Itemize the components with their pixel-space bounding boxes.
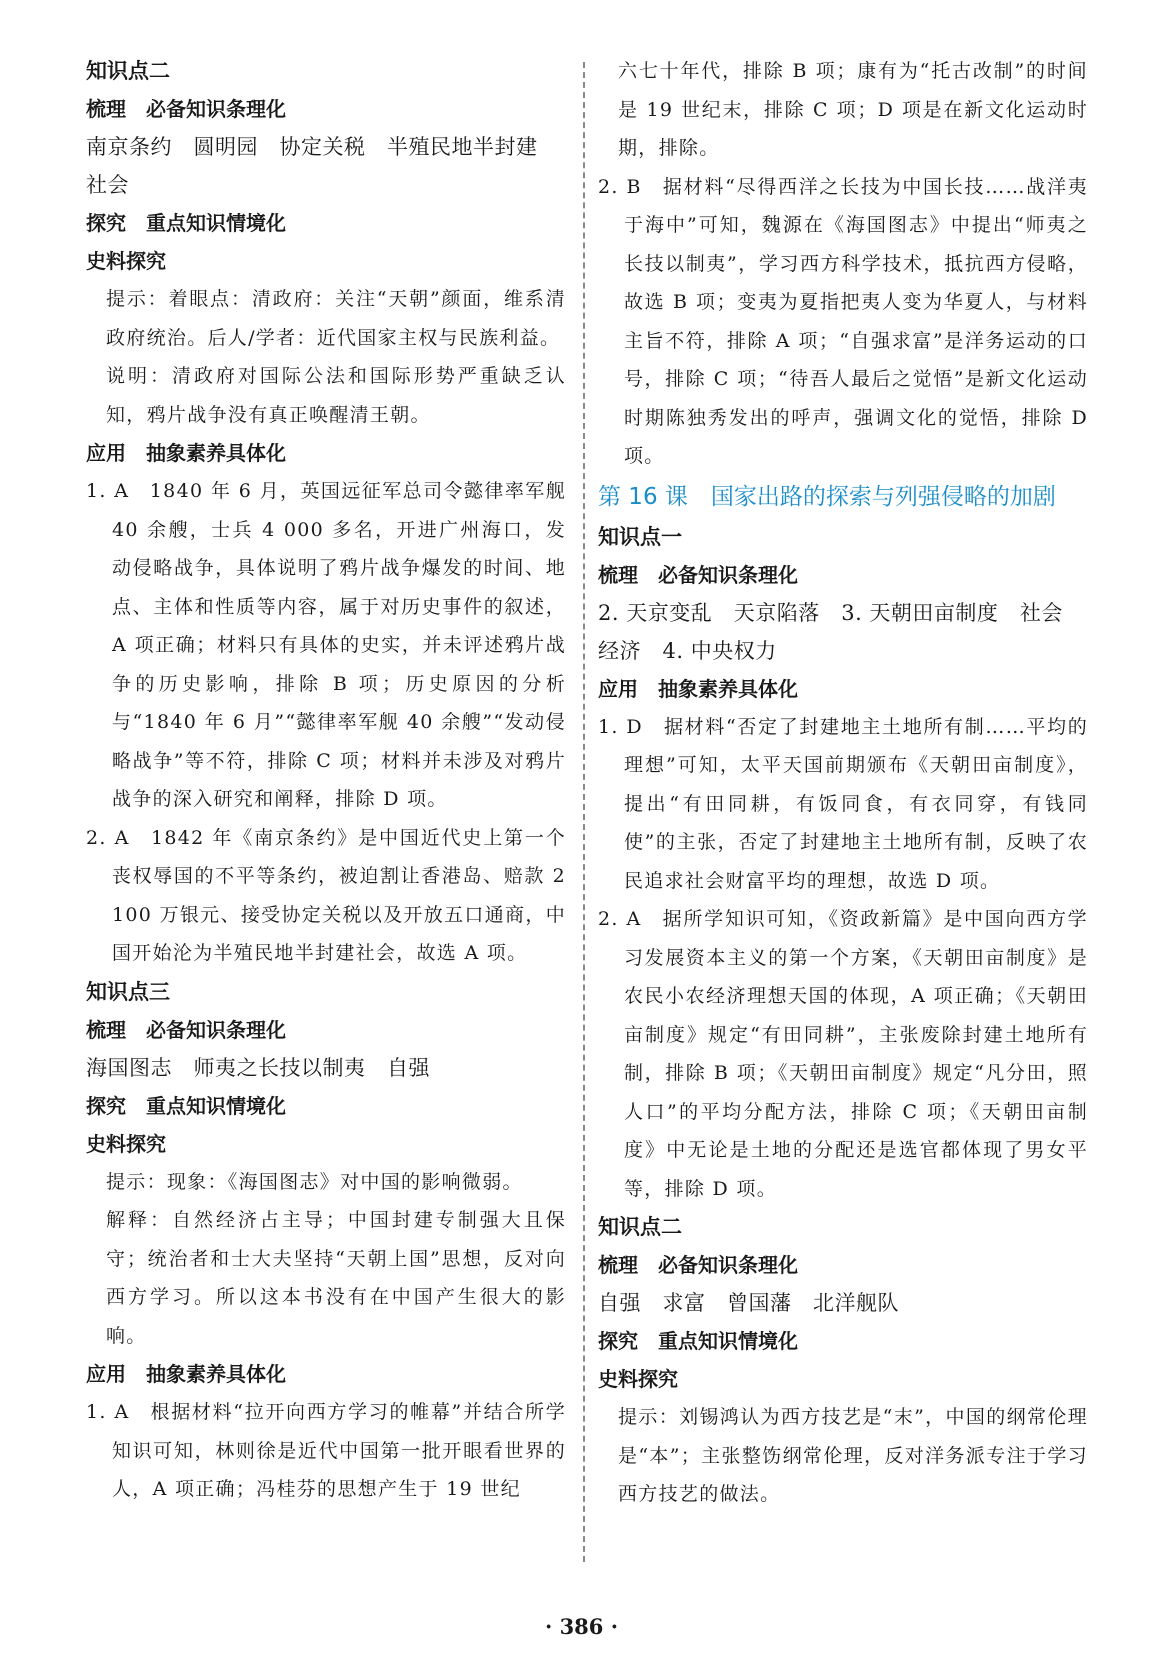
left-column xyxy=(86,52,566,1509)
subheading-apply: 应用 抽象素养具体化 xyxy=(86,441,286,465)
page-number: · 386 · xyxy=(544,1614,619,1639)
right-column xyxy=(598,52,1088,1514)
answer-line: 经济 4. 中央权力 xyxy=(598,638,777,663)
lesson-title: 第 16 课 国家出路的探索与列强侵略的加剧 xyxy=(598,483,1056,510)
subheading-explore: 探究 重点知识情境化 xyxy=(86,1093,286,1118)
subheading-apply: 应用 抽象素养具体化 xyxy=(598,676,798,701)
column-divider xyxy=(583,62,585,1562)
subheading-sort: 梳理 必备知识条理化 xyxy=(86,1017,286,1042)
hint-paragraph: 提示：着眼点：清政府：关注“天朝”颜面，维系清政府统治。后人/学者：近代国家主权与民族利益。 xyxy=(106,288,566,349)
explain-paragraph: 说明：清政府对国际公法和国际形势严重缺乏认知，鸦片战争没有真正唤醒清王朝。 xyxy=(106,365,566,426)
continuation-paragraph: 六七十年代，排除 B 项；康有为“托古改制”的时间是 19 世纪末，排除 C 项；D 项是在新文化运动时期，排除。 xyxy=(618,60,1088,159)
answer-line: 社会 xyxy=(86,173,129,197)
subheading-source: 史料探究 xyxy=(86,1131,166,1156)
answer-line: 自强 求富 曾国藩 北洋舰队 xyxy=(598,1291,899,1315)
answer-line: 南京条约 圆明园 协定关税 半殖民地半封建 xyxy=(86,135,538,159)
explain-paragraph: 解释：自然经济占主导；中国封建专制强大且保守；统治者和士大夫坚持“天朝上国”思想，反对向西方学习。所以这本书没有在中国产生很大的影响。 xyxy=(106,1209,566,1347)
subheading-apply: 应用 抽象素养具体化 xyxy=(86,1362,286,1386)
subheading-explore: 探究 重点知识情境化 xyxy=(86,211,286,235)
subheading-source: 史料探究 xyxy=(598,1367,678,1391)
answer-line: 2. 天京变乱 天京陷落 3. 天朝田亩制度 社会 xyxy=(598,600,1063,625)
subheading-source: 史料探究 xyxy=(86,249,166,273)
answer-item: 2. A 1842 年《南京条约》是中国近代史上第一个丧权辱国的不平等条约，被迫割让香港岛、赔款 2 100 万银元、接受协定关税以及开放五口通商，中国开始沦为半殖民地半封建社会，故选 A 项。 xyxy=(86,826,566,964)
hint-paragraph: 提示：现象：《海国图志》对中国的影响微弱。 xyxy=(106,1170,523,1193)
section-heading-kp3: 知识点三 xyxy=(86,979,170,1004)
subheading-sort: 梳理 必备知识条理化 xyxy=(598,1253,798,1277)
section-heading-kp2: 知识点二 xyxy=(598,1215,682,1239)
section-heading-kp2: 知识点二 xyxy=(86,59,170,83)
answer-item: 1. A 根据材料“拉开向西方学习的帷幕”并结合所学知识可知，林则徐是近代中国第一批开眼看世界的人，A 项正确；冯桂芬的思想产生于 19 世纪 xyxy=(86,1401,566,1500)
answer-line: 海国图志 师夷之长技以制夷 自强 xyxy=(86,1055,430,1080)
answer-item: 1. D 据材料“否定了封建地主土地所有制……平均的理想”可知，太平天国前期颁布《天朝田亩制度》，提出“有田同耕，有饭同食，有衣同穿，有钱同使”的主张，否定了封建地主土地所有制，反映了农民追求社会财富平均的理想，故选 D 项。 xyxy=(598,715,1088,892)
answer-item: 1. A 1840 年 6 月，英国远征军总司令懿律率军舰 40 余艘，士兵 4 000 多名，开进广州海口，发动侵略战争，具体说明了鸦片战争爆发的时间、地点、主体和性质等内容，属于对历史事件的叙述，A 项正确；材料只有具体的史实，并未评述鸦片战争的历史影响，排除 B 项；历史原因的分析与“1840 年 6 月”“懿律率军舰 40 余艘”“发动侵略战争”等不符，排除 C 项；材料并未涉及对鸦片战争的深入研究和阐释，排除 D 项。 xyxy=(86,480,566,810)
subheading-explore: 探究 重点知识情境化 xyxy=(598,1329,798,1353)
answer-item: 2. B 据材料“尽得西洋之长技为中国长技……战洋夷于海中”可知，魏源在《海国图志》中提出“师夷之长技以制夷”，学习西方科学技术，抵抗西方侵略，故选 B 项；变夷为夏指把夷人变为华夏人，与材料主旨不符，排除 A 项；“自强求富”是洋务运动的口号，排除 C 项；“待吾人最后之觉悟”是新文化运动时期陈独秀发出的呼声，强调文化的觉悟，排除 D 项。 xyxy=(598,175,1088,467)
hint-paragraph: 提示：刘锡鸿认为西方技艺是“末”，中国的纲常伦理是“本”；主张整饬纲常伦理，反对洋务派专注于学习西方技艺的做法。 xyxy=(618,1406,1088,1505)
subheading-sort: 梳理 必备知识条理化 xyxy=(86,97,286,121)
section-heading-kp1: 知识点一 xyxy=(598,524,682,549)
subheading-sort: 梳理 必备知识条理化 xyxy=(598,562,798,587)
answer-item: 2. A 据所学知识可知，《资政新篇》是中国向西方学习发展资本主义的第一个方案，《天朝田亩制度》是农民小农经济理想天国的体现，A 项正确；《天朝田亩制度》规定“有田同耕”，主张废除封建土地所有制，排除 B 项；《天朝田亩制度》规定“凡分田，照人口”的平均分配方法，排除 C 项；《天朝田亩制度》中无论是土地的分配还是选官都体现了男女平等，排除 D 项。 xyxy=(598,908,1088,1200)
